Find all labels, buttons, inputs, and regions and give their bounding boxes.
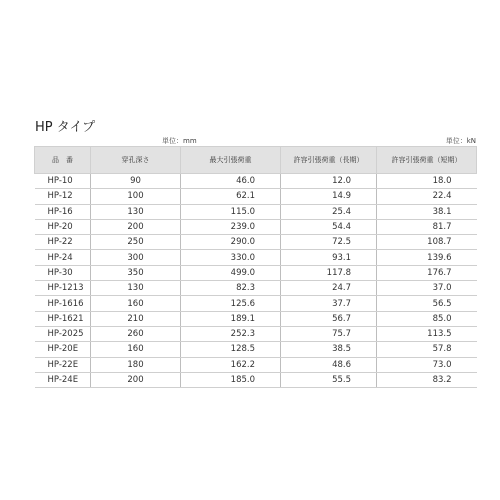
cell-drill-depth: 260 bbox=[91, 326, 181, 341]
table-row bbox=[35, 311, 477, 326]
cell-allowable-short-term: 38.1 bbox=[377, 204, 477, 219]
cell-product-number: HP-1213 bbox=[35, 281, 91, 296]
cell-product-number: HP-30 bbox=[35, 265, 91, 280]
table-row bbox=[35, 265, 477, 280]
cell-max-tensile-load: 239.0 bbox=[181, 219, 281, 234]
cell-max-tensile-load: 330.0 bbox=[181, 250, 281, 265]
cell-allowable-long-term: 72.5 bbox=[281, 235, 377, 250]
cell-drill-depth: 250 bbox=[91, 235, 181, 250]
table-row bbox=[35, 174, 477, 189]
cell-allowable-long-term: 117.8 bbox=[281, 265, 377, 280]
header-allowable-long-term: 許容引張荷重（長期） bbox=[281, 147, 377, 174]
spec-table-section bbox=[34, 119, 476, 388]
cell-max-tensile-load: 189.1 bbox=[181, 311, 281, 326]
cell-product-number: HP-10 bbox=[35, 174, 91, 189]
cell-allowable-short-term: 113.5 bbox=[377, 326, 477, 341]
header-drill-depth: 穿孔深さ bbox=[91, 147, 181, 174]
cell-drill-depth: 130 bbox=[91, 281, 181, 296]
cell-product-number: HP-20E bbox=[35, 342, 91, 357]
cell-max-tensile-load: 125.6 bbox=[181, 296, 281, 311]
section-title: HP タイプ bbox=[35, 120, 96, 135]
cell-allowable-short-term: 176.7 bbox=[377, 265, 477, 280]
cell-allowable-short-term: 73.0 bbox=[377, 357, 477, 372]
header-max-tensile-load: 最大引張荷重 bbox=[181, 147, 281, 174]
cell-allowable-long-term: 14.9 bbox=[281, 189, 377, 204]
cell-allowable-long-term: 93.1 bbox=[281, 250, 377, 265]
cell-drill-depth: 300 bbox=[91, 250, 181, 265]
cell-max-tensile-load: 128.5 bbox=[181, 342, 281, 357]
cell-product-number: HP-1616 bbox=[35, 296, 91, 311]
table-row bbox=[35, 189, 477, 204]
cell-allowable-long-term: 37.7 bbox=[281, 296, 377, 311]
cell-allowable-short-term: 108.7 bbox=[377, 235, 477, 250]
cell-allowable-long-term: 38.5 bbox=[281, 342, 377, 357]
table-row bbox=[35, 250, 477, 265]
cell-max-tensile-load: 252.3 bbox=[181, 326, 281, 341]
cell-product-number: HP-16 bbox=[35, 204, 91, 219]
cell-max-tensile-load: 62.1 bbox=[181, 189, 281, 204]
cell-drill-depth: 130 bbox=[91, 204, 181, 219]
cell-allowable-short-term: 81.7 bbox=[377, 219, 477, 234]
table-row bbox=[35, 235, 477, 250]
cell-drill-depth: 160 bbox=[91, 342, 181, 357]
cell-product-number: HP-22 bbox=[35, 235, 91, 250]
table-row bbox=[35, 281, 477, 296]
table-row bbox=[35, 204, 477, 219]
unit-label-mm: 単位：mm bbox=[162, 137, 197, 145]
header-product-number: 品 番 bbox=[35, 147, 91, 174]
cell-drill-depth: 200 bbox=[91, 219, 181, 234]
cell-allowable-short-term: 85.0 bbox=[377, 311, 477, 326]
cell-max-tensile-load: 162.2 bbox=[181, 357, 281, 372]
cell-allowable-short-term: 56.5 bbox=[377, 296, 477, 311]
cell-allowable-long-term: 25.4 bbox=[281, 204, 377, 219]
cell-allowable-short-term: 83.2 bbox=[377, 372, 477, 387]
table-row bbox=[35, 357, 477, 372]
table-row bbox=[35, 342, 477, 357]
header-allowable-short-term: 許容引張荷重（短期） bbox=[377, 147, 477, 174]
cell-max-tensile-load: 82.3 bbox=[181, 281, 281, 296]
cell-allowable-long-term: 56.7 bbox=[281, 311, 377, 326]
cell-allowable-short-term: 22.4 bbox=[377, 189, 477, 204]
cell-drill-depth: 160 bbox=[91, 296, 181, 311]
cell-allowable-short-term: 57.8 bbox=[377, 342, 477, 357]
spec-table bbox=[34, 146, 477, 388]
cell-product-number: HP-20 bbox=[35, 219, 91, 234]
cell-max-tensile-load: 499.0 bbox=[181, 265, 281, 280]
cell-allowable-long-term: 48.6 bbox=[281, 357, 377, 372]
cell-allowable-short-term: 139.6 bbox=[377, 250, 477, 265]
table-body bbox=[35, 174, 477, 388]
cell-drill-depth: 210 bbox=[91, 311, 181, 326]
cell-allowable-long-term: 24.7 bbox=[281, 281, 377, 296]
cell-product-number: HP-22E bbox=[35, 357, 91, 372]
cell-drill-depth: 180 bbox=[91, 357, 181, 372]
cell-max-tensile-load: 115.0 bbox=[181, 204, 281, 219]
units-row bbox=[34, 136, 476, 146]
cell-drill-depth: 90 bbox=[91, 174, 181, 189]
cell-drill-depth: 200 bbox=[91, 372, 181, 387]
cell-max-tensile-load: 185.0 bbox=[181, 372, 281, 387]
unit-label-kn: 単位：kN bbox=[445, 137, 476, 145]
cell-product-number: HP-12 bbox=[35, 189, 91, 204]
table-row bbox=[35, 372, 477, 387]
cell-max-tensile-load: 46.0 bbox=[181, 174, 281, 189]
cell-product-number: HP-24E bbox=[35, 372, 91, 387]
cell-max-tensile-load: 290.0 bbox=[181, 235, 281, 250]
cell-product-number: HP-24 bbox=[35, 250, 91, 265]
table-row bbox=[35, 296, 477, 311]
cell-allowable-long-term: 54.4 bbox=[281, 219, 377, 234]
cell-product-number: HP-2025 bbox=[35, 326, 91, 341]
cell-drill-depth: 100 bbox=[91, 189, 181, 204]
cell-allowable-short-term: 18.0 bbox=[377, 174, 477, 189]
cell-drill-depth: 350 bbox=[91, 265, 181, 280]
table-row bbox=[35, 219, 477, 234]
table-row bbox=[35, 326, 477, 341]
table-header-row bbox=[35, 147, 477, 174]
cell-allowable-long-term: 12.0 bbox=[281, 174, 377, 189]
cell-allowable-long-term: 75.7 bbox=[281, 326, 377, 341]
cell-product-number: HP-1621 bbox=[35, 311, 91, 326]
cell-allowable-short-term: 37.0 bbox=[377, 281, 477, 296]
cell-allowable-long-term: 55.5 bbox=[281, 372, 377, 387]
